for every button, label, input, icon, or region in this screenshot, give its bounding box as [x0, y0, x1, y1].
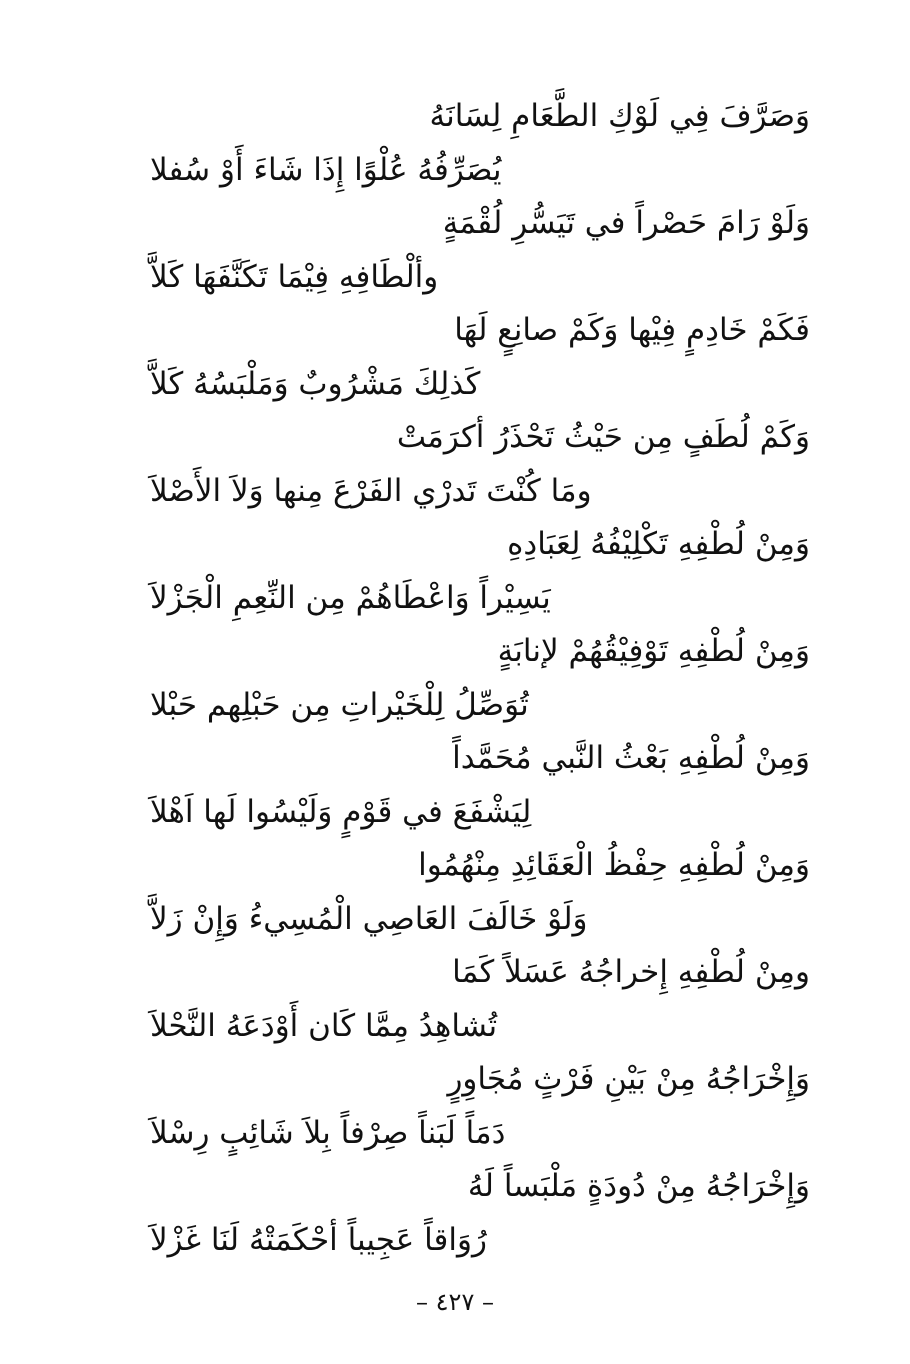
verse-text: ومَا كُنْتَ تَدرْي الفَرْعَ مِنها وَلاَ الأَصْلاَ — [150, 472, 592, 509]
verse-text: لِيَشْفَعَ في قَوْمٍ وَلَيْسُوا لَها اَهْلاَ — [150, 793, 532, 830]
page-number: – ٤٢٧ – — [416, 1288, 494, 1316]
verse-line: وَمِنْ لُطْفِهِ بَعْثُ النَّبي مُحَمَّداً — [452, 740, 810, 776]
verse-text: يُصَرِّفُهُ عُلْوًا إِذَا شَاءَ أَوْ سُفلا — [150, 151, 502, 188]
verse-line — [150, 358, 810, 412]
verse-text: تُشاهِدُ مِمَّا كَان أَوْدَعَهُ النَّحْلاَ — [150, 1007, 498, 1044]
verse-text: دَمَاً لَبَناً صِرْفاً بِلاَ شَائِبٍ رِسْلاَ — [150, 1114, 506, 1151]
poem — [150, 90, 810, 1267]
verse-line — [150, 786, 810, 840]
verse-line: ومِنْ لُطْفِهِ إِخراجُهُ عَسَلاً كَمَا — [452, 954, 810, 990]
verse-line: وَكَمْ لُطَفٍ مِن حَيْثُ تَحْذَرُ أكرَمَتْ — [396, 419, 810, 455]
verse-line: وَمِنْ لُطْفِهِ تَكْلِيْفُهُ لِعَبَادِهِ — [507, 526, 810, 562]
verse-line — [150, 465, 810, 519]
verse-line: وَإِخْرَاجُهُ مِنْ دُودَةٍ مَلْبَساً لَهُ — [467, 1168, 810, 1204]
verse-text: تُوَصِّلُ لِلْخَيْراتِ مِن حَبْلِهم حَبْلا — [150, 686, 529, 723]
verse-line: وَمِنْ لُطْفِهِ تَوْفِيْقُهُمْ لإنابَةٍ — [497, 633, 810, 669]
verse-text: يَسِيْراً وَاعْطَاهُمْ مِن النِّعِمِ الْجَزْلاَ — [150, 579, 551, 616]
verse-line — [150, 893, 810, 947]
verse-line: وَمِنْ لُطْفِهِ حِفْظُ الْعَقَائِدِ مِنْهُمُوا — [418, 847, 810, 883]
verse-line: وَلَوْ رَامَ حَصْراً في تَيَسُّرِ لُقْمَةٍ — [442, 205, 810, 241]
verse-line — [150, 1214, 810, 1268]
verse-line: فَكَمْ خَادِمٍ فِيْها وَكَمْ صانِعٍ لَهَا — [454, 312, 810, 348]
verse-text: وألْطَافِهِ فِيْمَا تَكَنَّفَهَا كَلاَّ — [150, 258, 439, 295]
verse-line — [150, 1000, 810, 1054]
verse-line — [150, 679, 810, 733]
verse-text: رُوَاقاً عَجِيباً أحْكَمَتْهُ لَنَا غَزْلاَ — [150, 1221, 487, 1258]
verse-line — [150, 144, 810, 198]
verse-line — [150, 251, 810, 305]
verse-text: كَذلِكَ مَشْرُوبٌ وَمَلْبَسُهُ كَلاَّ — [150, 365, 481, 402]
verse-line: وَصَرَّفَ فِي لَوْكِ الطَّعَامِ لِسَانَهُ — [429, 98, 810, 134]
verse-line: وَإِخْرَاجُهُ مِنْ بَيْنِ فَرْثٍ مُجَاوِرٍ — [447, 1061, 810, 1097]
verse-line — [150, 572, 810, 626]
verse-line — [150, 1107, 810, 1161]
verse-text: وَلَوْ خَالَفَ العَاصِي الْمُسِيءُ وَإِنْ زَلاَّ — [150, 900, 588, 937]
